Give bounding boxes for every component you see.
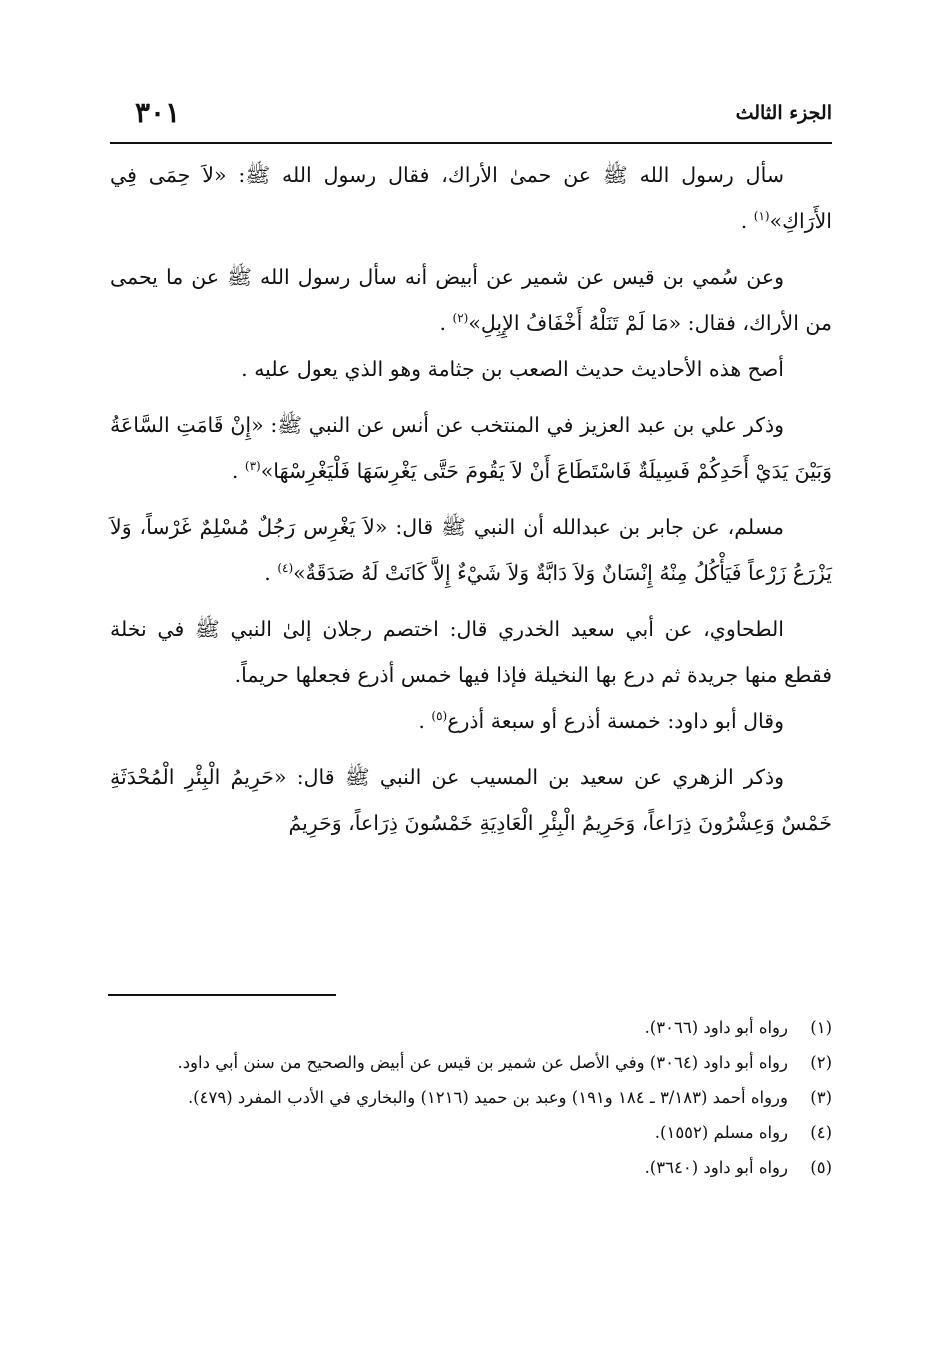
footnote — [110, 1117, 832, 1149]
paragraph-text: مسلم، عن جابر بن عبدالله أن النبي ﷺ قال: «لاَ يَغْرِس رَجُلٌ مُسْلِمٌ غَرْساً، وَلاَ يَزْرَعُ زَرْعاً فَيَأْكُلُ مِنْهُ إِنْسَانٌ وَلاَ دَابَّةٌ وَلاَ شَيْءٌ إِلاَّ كَانَتْ لَهُ صَدَقَةٌ» — [110, 515, 832, 585]
footnote-separator — [108, 994, 336, 996]
paragraph-text: الطحاوي، عن أبي سعيد الخدري قال: اختصم رجلان إلىٰ النبي ﷺ في نخلة فقطع منها جريدة ثم درع بها النخيلة فإذا فيها خمس أذرع فجعلها حريماً. — [110, 617, 832, 687]
page-number: ٣٠١ — [135, 96, 181, 129]
footnote-number: (١) — [810, 1018, 832, 1037]
footnote-number: (٤) — [810, 1123, 832, 1142]
footnote-number: (٥) — [810, 1158, 832, 1177]
footnote — [110, 1012, 832, 1044]
paragraph — [110, 606, 832, 698]
paragraph — [110, 698, 832, 744]
footnote — [110, 1152, 832, 1184]
paragraph-text: وذكر الزهري عن سعيد بن المسيب عن النبي ﷺ قال: «حَرِيمُ الْبِئْرِ الْمُحْدَثَةِ خَمْسٌ وَعِشْرُونَ ذِرَاعاً، وَحَرِيمُ الْبِئْرِ الْعَادِيَةِ خَمْسُونَ ذِرَاعاً، وَحَرِيمُ — [110, 765, 832, 835]
main-text — [110, 152, 832, 846]
paragraph-text: أصح هذه الأحاديث حديث الصعب بن جثامة وهو الذي يعول عليه . — [241, 357, 784, 381]
footnote-text: رواه أبو داود (٣٠٦٦). — [644, 1018, 788, 1037]
footnote-ref: (٢) — [452, 311, 469, 326]
paragraph — [110, 152, 832, 244]
paragraph — [110, 346, 832, 392]
footnote-number: (٣) — [810, 1088, 832, 1107]
paragraph-text: وقال أبو داود: خمسة أذرع أو سبعة أذرع — [447, 709, 784, 733]
footnote — [110, 1047, 832, 1079]
footnotes — [110, 1012, 832, 1187]
footnote-text: رواه أبو داود (٣٦٤٠). — [644, 1158, 788, 1177]
footnote-ref: (٣) — [244, 459, 261, 474]
footnote-text: رواه أبو داود (٣٠٦٤) وفي الأصل عن شمير بن قيس عن أبيض والصحيح من سنن أبي داود. — [177, 1053, 788, 1072]
paragraph — [110, 254, 832, 346]
paragraph — [110, 754, 832, 846]
paragraph-end: . — [264, 561, 278, 585]
paragraph-end: . — [740, 209, 754, 233]
paragraph-end: . — [418, 709, 432, 733]
paragraph-end: . — [439, 311, 453, 335]
paragraph-text: سأل رسول الله ﷺ عن حمىٰ الأراك، فقال رسول الله ﷺ: «لاَ حِمَى فِي الأَرَاكِ» — [110, 163, 832, 233]
footnote-text: ورواه أحمد (٣/١٨٣ ـ ١٨٤ و١٩١) وعبد بن حميد (١٢١٦) والبخاري في الأدب المفرد (٤٧٩). — [187, 1088, 788, 1107]
footnote-text: رواه مسلم (١٥٥٢). — [654, 1123, 788, 1142]
footnote-ref: (٥) — [431, 709, 448, 724]
paragraph-text: وذكر علي بن عبد العزيز في المنتخب عن أنس عن النبي ﷺ: «إِنْ قَامَتِ السَّاعَةُ وَبَيْنَ يَدَيْ أَحَدِكُمْ فَسِيلَةٌ فَاسْتَطَاعَ أَنْ لاَ يَقُومَ حَتَّى يَغْرِسَهَا فَلْيَغْرِسْهَا» — [110, 413, 832, 483]
page-header — [110, 92, 832, 144]
footnote — [110, 1082, 832, 1114]
footnote-ref: (١) — [753, 209, 770, 224]
chapter-title: الجزء الثالث — [735, 102, 832, 124]
footnote-ref: (٤) — [277, 561, 294, 576]
paragraph — [110, 402, 832, 494]
paragraph — [110, 504, 832, 596]
paragraph-end: . — [231, 459, 245, 483]
footnote-number: (٢) — [810, 1053, 832, 1072]
paragraph-text: وعن سُمي بن قيس عن شمير عن أبيض أنه سأل رسول الله ﷺ عن ما يحمى من الأراك، فقال: «مَا لَمْ تَنَلْهُ أَخْفَافُ الإِبِلِ» — [110, 265, 832, 335]
